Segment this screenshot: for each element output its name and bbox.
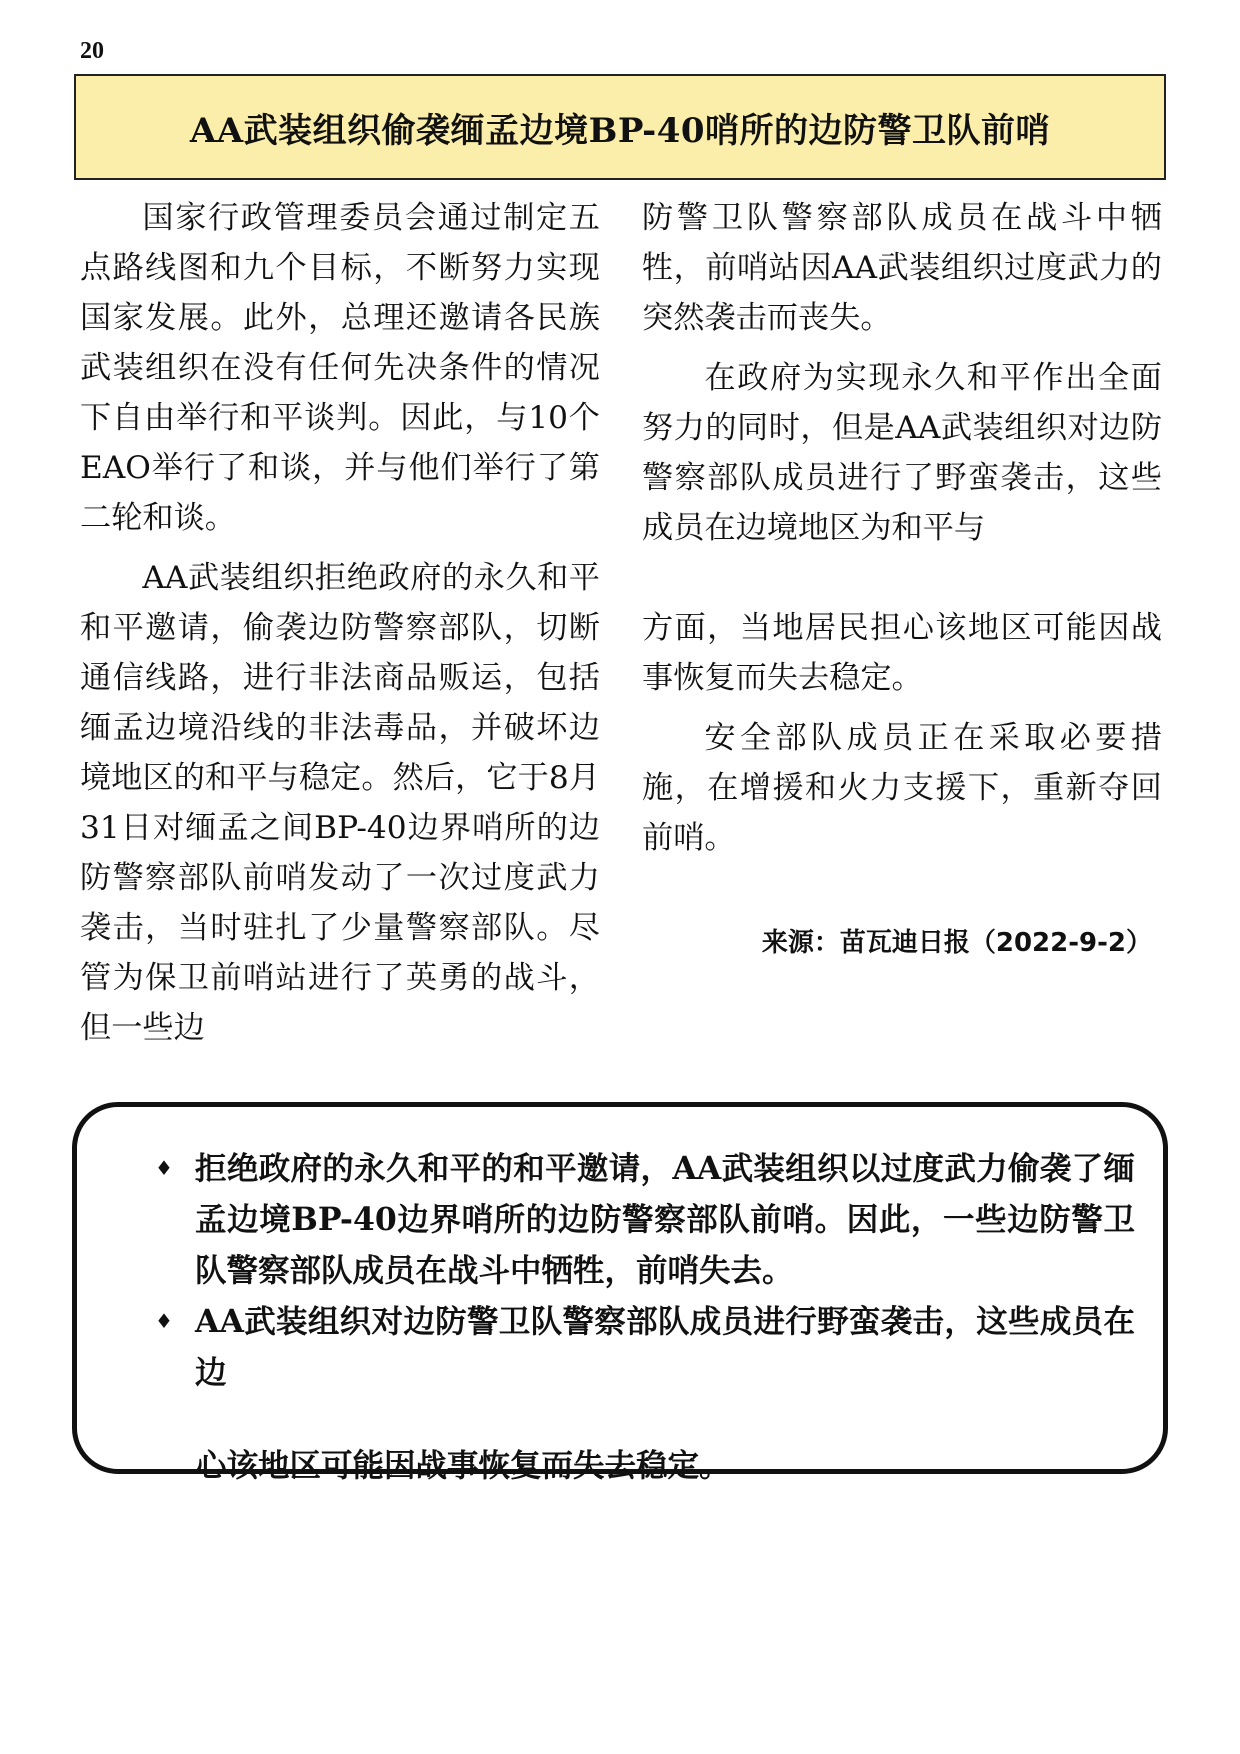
diamond-bullet-icon: ♦	[155, 1309, 173, 1333]
summary-item-2	[135, 1296, 1135, 1398]
left-column	[80, 193, 600, 1063]
right-paragraph-3: 方面，当地居民担心该地区可能因战事恢复而失去稳定。	[642, 610, 1162, 696]
summary-item-1	[135, 1143, 1135, 1296]
source-citation: 来源：苗瓦迪日报（2022-9-2）	[761, 928, 1152, 958]
diamond-bullet-icon: ♦	[155, 1156, 173, 1180]
summary-list	[135, 1143, 1135, 1491]
summary-item-1-text: 拒绝政府的永久和平的和平邀请，AA武装组织以过度武力偷袭了缅孟边境BP-40边界哨所的边防警察部队前哨。因此，一些边防警卫队警察部队成员在战斗中牺牲，前哨失去。	[195, 1150, 1135, 1289]
right-paragraph-1: 防警卫队警察部队成员在战斗中牺牲，前哨站因AA武装组织过度武力的突然袭击而丧失。	[642, 200, 1162, 336]
summary-item-2-cont-text: 心该地区可能因战事恢复而失去稳定。	[195, 1447, 731, 1484]
left-paragraph-2: AA武装组织拒绝政府的永久和平和平邀请，偷袭边防警察部队，切断通信线路，进行非法商品贩运，包括缅孟边境沿线的非法毒品，并破坏边境地区的和平与稳定。然后，它于8月31日对缅孟之间BP-40边界哨所的边防警察部队前哨发动了一次过度武力袭击，当时驻扎了少量警察部队。尽管为保卫前哨站进行了英勇的战斗，但一些边	[80, 560, 600, 1046]
text-gap	[135, 1398, 1135, 1440]
right-column	[642, 193, 1162, 873]
title-banner	[74, 74, 1166, 180]
left-paragraph-1: 国家行政管理委员会通过制定五点路线图和九个目标，不断努力实现国家发展。此外，总理还邀请各民族武装组织在没有任何先决条件的情况下自由举行和平谈判。因此，与10个EAO举行了和谈，并与他们举行了第二轮和谈。	[80, 200, 600, 536]
summary-item-2-continued	[135, 1440, 1135, 1491]
right-paragraph-2: 在政府为实现永久和平作出全面努力的同时，但是AA武装组织对边防警察部队成员进行了野蛮袭击，这些成员在边境地区为和平与	[642, 360, 1162, 546]
page-number: 20	[80, 38, 104, 64]
right-paragraph-4: 安全部队成员正在采取必要措施，在增援和火力支援下，重新夺回前哨。	[642, 720, 1162, 856]
summary-box	[72, 1102, 1168, 1484]
text-gap	[642, 563, 1162, 603]
summary-item-2-text: AA武装组织对边防警卫队警察部队成员进行野蛮袭击，这些成员在边	[195, 1303, 1135, 1391]
article-title: AA武装组织偷袭缅孟边境BP-40哨所的边防警卫队前哨	[189, 110, 1051, 151]
